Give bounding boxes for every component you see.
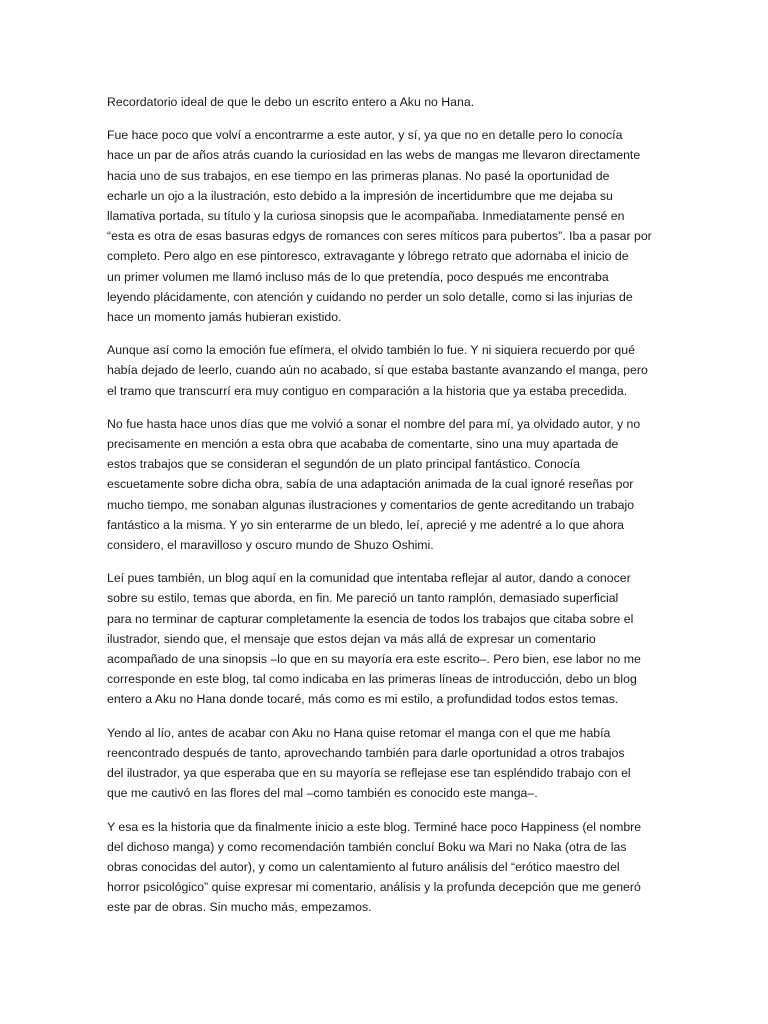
text-line: para no terminar de capturar completamente la esencia de todos los trabajos que citaba sobre el xyxy=(107,611,634,626)
paragraph-6 xyxy=(107,723,659,804)
text-line: leyendo plácidamente, con atención y cuidando no perder un solo detalle, como si las injurias de xyxy=(107,289,633,304)
text-line: Recordatorio ideal de que le debo un escrito entero a Aku no Hana. xyxy=(107,95,475,109)
text-line: fantástico a la misma. Y yo sin enterarme de un bledo, leí, aprecié y me adentré a lo que ahora xyxy=(107,517,624,532)
text-line: sobre su estilo, temas que aborda, en fin. Me pareció un tanto ramplón, demasiado superficial xyxy=(107,591,619,606)
text-line: precisamente en mención a esta obra que acababa de comentarte, sino una muy apartada de xyxy=(107,437,619,452)
paragraph-7 xyxy=(107,817,659,918)
text-line: el tramo que transcurrí era muy contiguo en comparación a la historia que ya estaba precedida. xyxy=(107,383,628,398)
paragraph-2 xyxy=(107,125,659,327)
text-line: reencontrado después de tanto, aprovechando también para darle oportunidad a otros trabajos xyxy=(107,745,625,760)
paragraph-5 xyxy=(107,568,659,709)
paragraph-3 xyxy=(107,340,659,401)
text-line: acompañado de una sinopsis –lo que en su mayoría era este escrito–. Pero bien, ese labor no me xyxy=(107,652,641,667)
text-line: un primer volumen me llamó incluso más de lo que pretendía, poco después me encontraba xyxy=(107,269,609,284)
paragraph-4 xyxy=(107,414,659,555)
text-line: Y esa es la historia que da finalmente inicio a este blog. Terminé hace poco Happiness (el nombre xyxy=(107,819,642,834)
text-line: mucho tiempo, me sonaban algunas ilustraciones y comentarios de gente acreditando un trabajo xyxy=(107,497,635,512)
paragraph-1 xyxy=(107,92,659,112)
text-line: Aunque así como la emoción fue efímera, el olvido también lo fue. Y ni siquiera recuerdo por qué xyxy=(107,343,635,358)
text-line: estos trabajos que se consideran el segundón de un plato principal fantástico. Conocía xyxy=(107,457,581,472)
text-line: hace un par de años atrás cuando la curiosidad en las webs de mangas me llevaron directamente xyxy=(107,148,641,163)
text-line: horror psicológico” quise expresar mi comentario, análisis y la profunda decepción que me generó xyxy=(107,880,641,895)
text-line: “esta es otra de esas basuras edgys de romances con seres míticos para pubertos”. Iba a pasar por xyxy=(107,229,652,244)
text-line: Leí pues también, un blog aquí en la comunidad que intentaba reflejar al autor, dando a conocer xyxy=(107,571,631,586)
text-line: escuetamente sobre dicha obra, sabía de una adaptación animada de la cual ignoré reseñas por xyxy=(107,477,634,492)
text-line: este par de obras. Sin mucho más, empezamos. xyxy=(107,900,372,915)
text-line: llamativa portada, su título y la curiosa sinopsis que le acompañaba. Inmediatamente pensé en xyxy=(107,209,625,224)
text-line: No fue hasta hace unos días que me volvió a sonar el nombre del para mí, ya olvidado autor, y no xyxy=(107,416,641,431)
text-line: echarle un ojo a la ilustración, esto debido a la impresión de incertidumbre que me dejaba su xyxy=(107,188,613,203)
text-line: que me cautivó en las flores del mal –como también es conocido este manga–. xyxy=(107,786,538,801)
text-line: Fue hace poco que volví a encontrarme a este autor, y sí, ya que no en detalle pero lo conocía xyxy=(107,128,623,143)
text-line: había dejado de leerlo, cuando aún no acabado, sí que estaba bastante avanzando el manga, pero xyxy=(107,363,648,378)
text-line: hace un momento jamás hubieran existido. xyxy=(107,310,342,325)
text-line: corresponde en este blog, tal como indicaba en las primeras líneas de introducción, debo un blog xyxy=(107,672,637,687)
text-line: del ilustrador, ya que esperaba que en su mayoría se reflejase ese tan espléndido trabajo con el xyxy=(107,766,631,781)
text-line: hacia uno de sus trabajos, en ese tiempo en las primeras planas. No pasé la oportunidad de xyxy=(107,168,610,183)
text-line: del dichoso manga) y como recomendación también concluí Boku wa Mari no Naka (otra de las xyxy=(107,839,627,854)
text-line: considero, el maravilloso y oscuro mundo de Shuzo Oshimi. xyxy=(107,538,434,553)
text-line: entero a Aku no Hana donde tocaré, más como es mi estilo, a profundidad todos estos temas. xyxy=(107,692,619,707)
text-line: obras conocidas del autor), y como un calentamiento al futuro análisis del “erótico maestro del xyxy=(107,859,620,874)
text-line: Yendo al lío, antes de acabar con Aku no Hana quise retomar el manga con el que me había xyxy=(107,725,611,740)
text-line: completo. Pero algo en ese pintoresco, extravagante y lóbrego retrato que adornaba el inicio de xyxy=(107,249,629,264)
text-line: ilustrador, siendo que, el mensaje que estos dejan va más allá de expresar un comentario xyxy=(107,631,596,646)
document-page xyxy=(107,92,659,931)
